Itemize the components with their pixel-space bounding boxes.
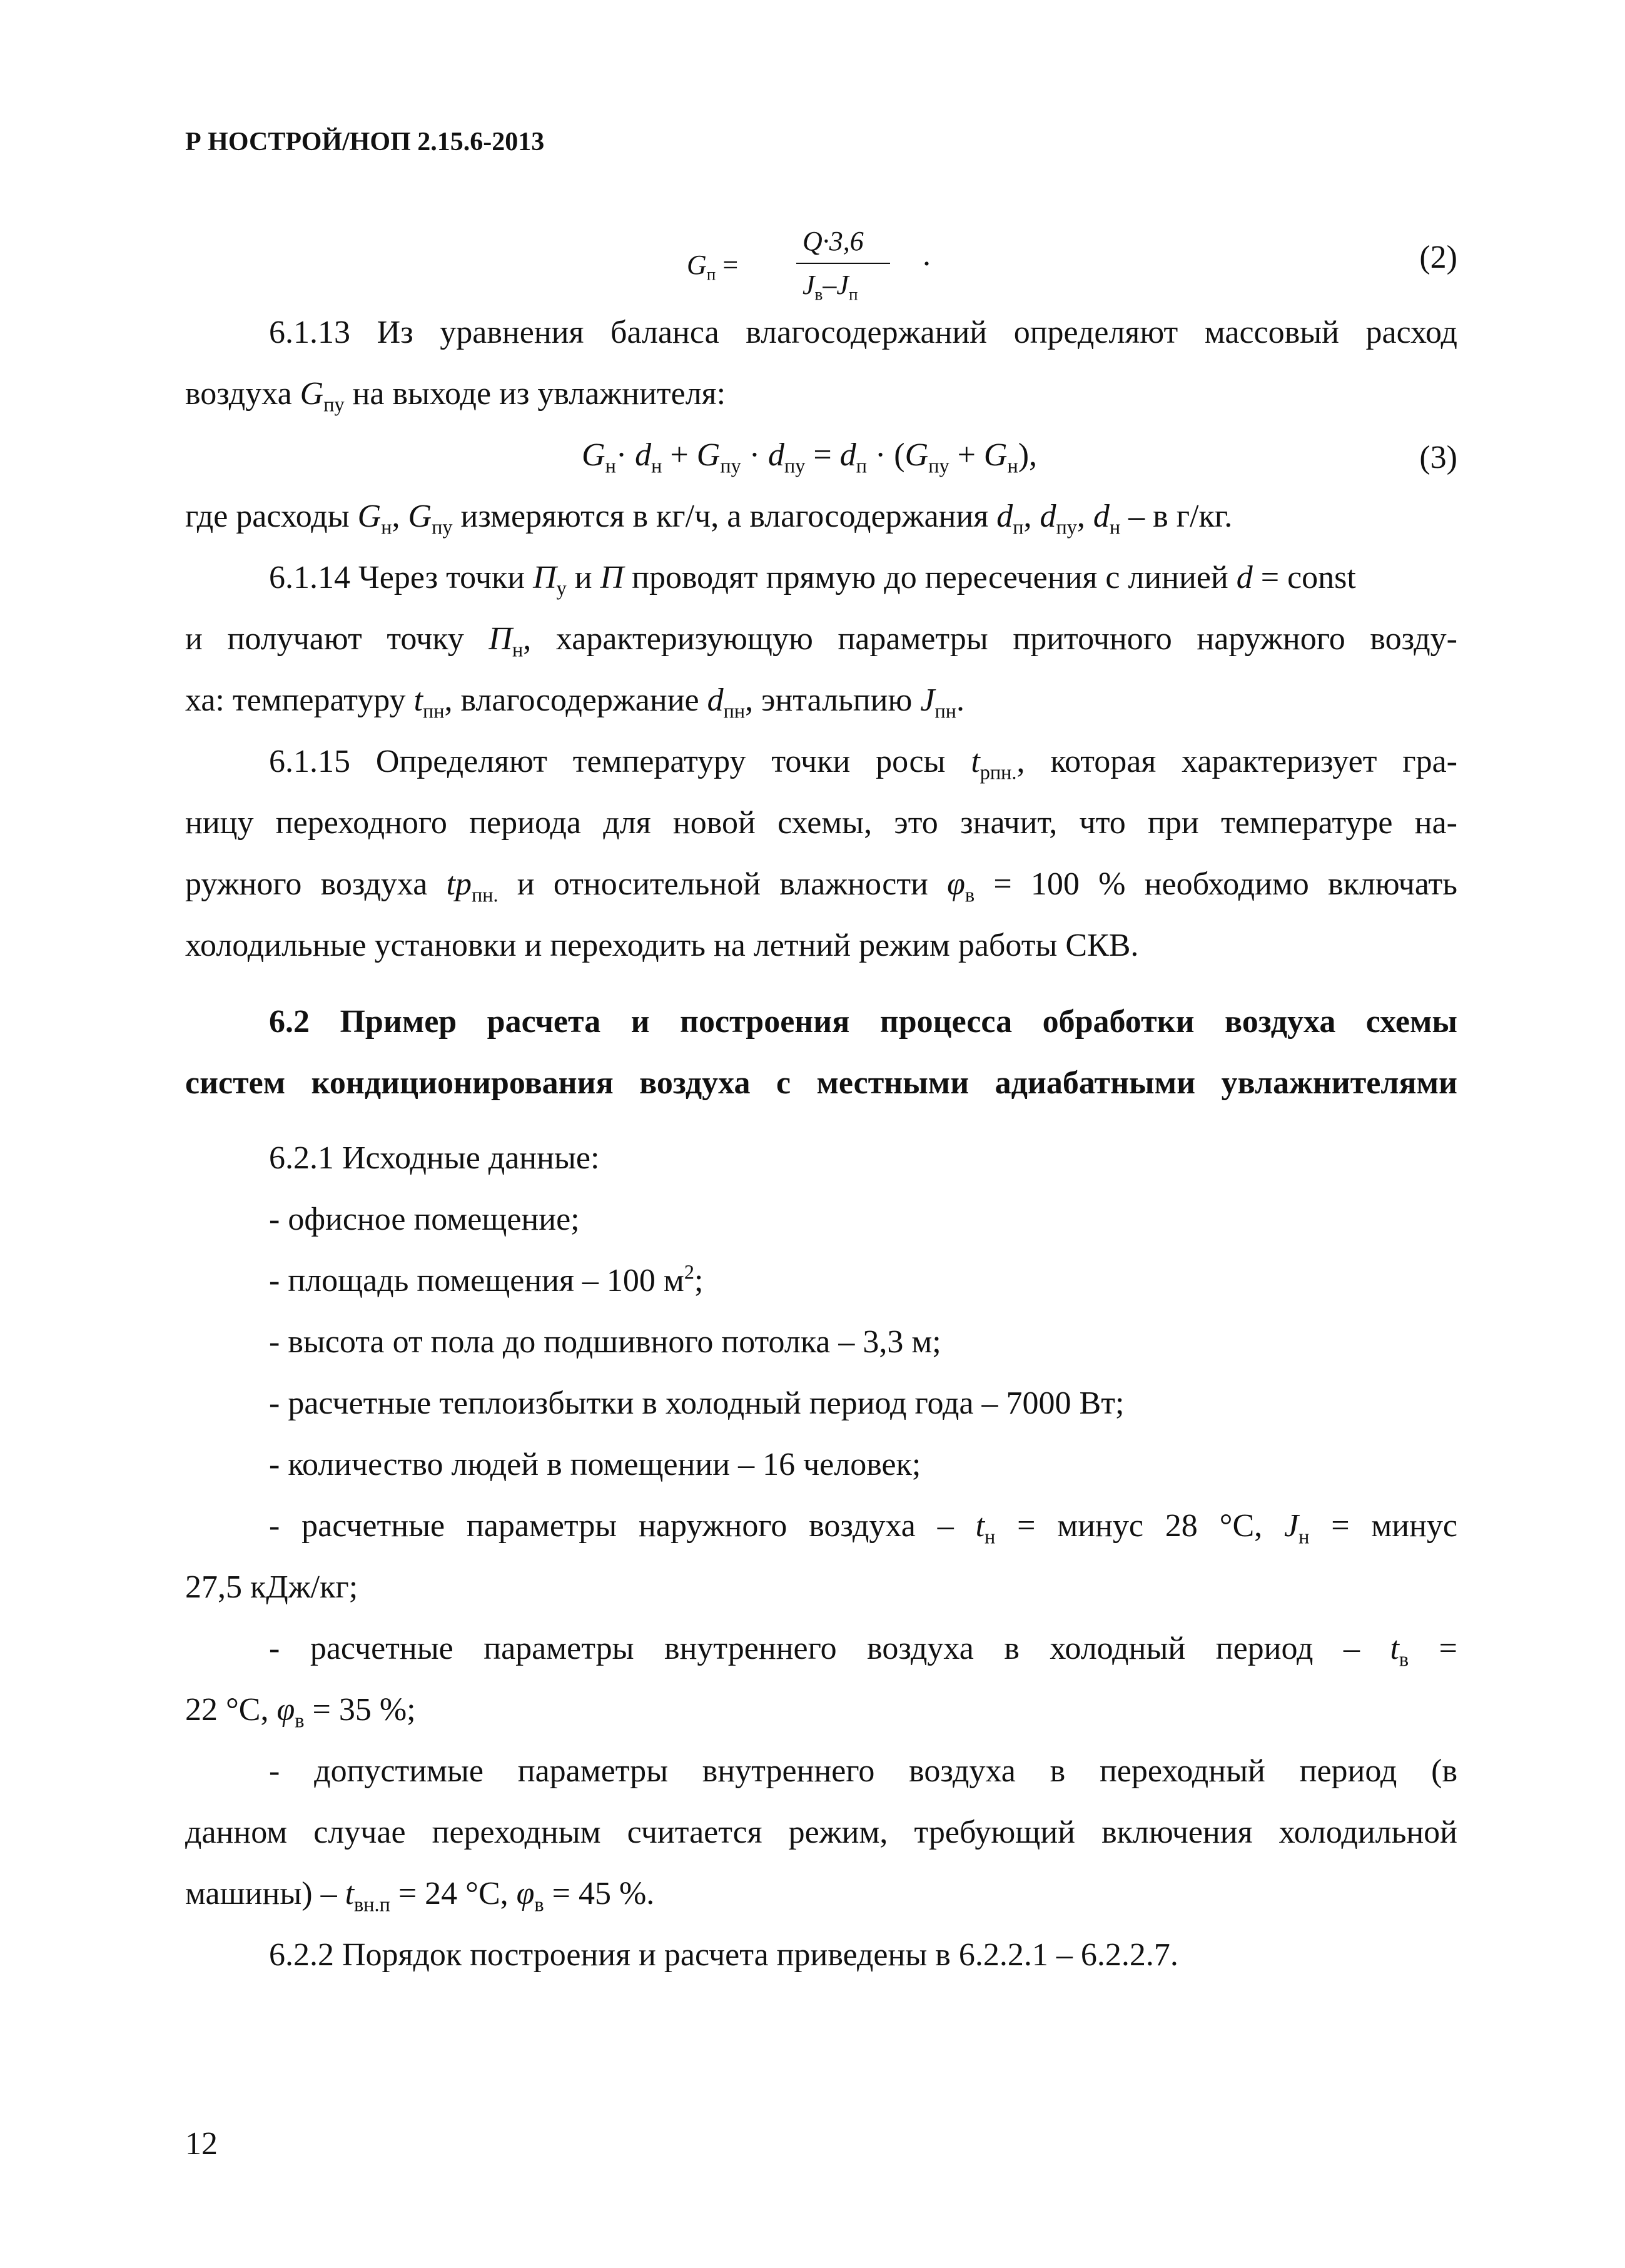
text: - расчетные параметры внутреннего воздуха в холодный период – <box>269 1631 1390 1666</box>
var: J <box>920 682 935 718</box>
var: φ <box>276 1692 295 1728</box>
text: , которая характеризует гра- <box>1016 744 1457 779</box>
sub: в <box>295 1709 305 1732</box>
var: d <box>839 437 856 473</box>
var: t <box>413 682 423 718</box>
document-header: Р НОСТРОЙ/НОП 2.15.6-2013 <box>185 128 545 156</box>
var: tp <box>446 866 472 902</box>
eq2-number: (2) <box>1419 240 1457 275</box>
var: d <box>1040 499 1056 534</box>
sub: пн <box>423 699 445 722</box>
eq2-lhs <box>687 249 739 284</box>
text: где расходы <box>185 499 358 534</box>
var: G <box>983 437 1008 473</box>
sub: в <box>534 1893 544 1916</box>
sub: у <box>556 577 567 600</box>
p6115-line4: холодильные установки и переходить на летний режим работы СКВ. <box>185 928 1139 963</box>
list-item: - количество людей в помещении – 16 человек; <box>269 1447 921 1482</box>
var: G <box>300 376 324 412</box>
sub: н <box>651 454 662 477</box>
text: и получают точку <box>185 621 489 657</box>
sub: н <box>1298 1525 1310 1548</box>
text: - площадь помещения – 100 м <box>269 1263 684 1299</box>
eq2-den-sub: п <box>848 285 858 304</box>
text: = 24 °С, <box>390 1876 517 1911</box>
text: на выходе из увлажнителя: <box>344 376 726 412</box>
p6114-line3 <box>185 682 1457 722</box>
eq2-sub: п <box>706 265 716 284</box>
text: машины) – <box>185 1876 345 1911</box>
text: – в г/кг. <box>1120 499 1233 534</box>
op: + <box>662 437 697 473</box>
p6115-line2: ницу переходного периода для новой схемы, это значит, что при температуре на- <box>185 805 1457 841</box>
where-line <box>185 499 1457 539</box>
var: d <box>635 437 652 473</box>
text: , <box>1076 499 1093 534</box>
text: = <box>1409 1631 1457 1666</box>
text: 6.1.14 Через точки <box>269 560 534 595</box>
var: t <box>975 1508 985 1544</box>
sub: пу <box>1056 515 1077 539</box>
op: = <box>805 437 840 473</box>
text: = 100 % необходимо включать <box>974 866 1457 902</box>
var: G <box>696 437 721 473</box>
op: ), <box>1018 437 1038 473</box>
eq2-dot: . <box>923 237 931 273</box>
text: = минус <box>1309 1508 1458 1544</box>
sub: п <box>1013 515 1024 539</box>
var: d <box>768 437 785 473</box>
text: и относительной влажности <box>498 866 948 902</box>
eq2-denominator <box>802 269 858 304</box>
var: t <box>971 744 980 779</box>
p6113-line1: 6.1.13 Из уравнения баланса влагосодержаний определяют массовый расход <box>269 315 1457 350</box>
op: + <box>949 437 984 473</box>
text: = 45 %. <box>544 1876 655 1911</box>
sub: н <box>381 515 392 539</box>
sub: рпн. <box>980 761 1017 784</box>
var: φ <box>516 1876 535 1911</box>
sub: пу <box>323 393 345 416</box>
eq2-den-dash: – <box>823 270 837 300</box>
var: П <box>600 560 624 595</box>
text: 6.1.15 Определяют температуру точки росы <box>269 744 971 779</box>
list-item: - расчетные теплоизбытки в холодный период года – 7000 Вт; <box>269 1385 1125 1421</box>
var: G <box>357 499 382 534</box>
var: П <box>533 560 557 595</box>
var: G <box>582 437 605 473</box>
eq2-var: G <box>687 250 707 280</box>
var: G <box>408 499 432 534</box>
op: · <box>741 437 769 473</box>
sub: н <box>1007 454 1018 477</box>
sub: н <box>512 638 524 661</box>
text: - расчетные параметры наружного воздуха – <box>269 1508 976 1544</box>
sub: н <box>1109 515 1121 539</box>
list-item: - допустимые параметры внутреннего воздуха в переходный период (в <box>269 1753 1457 1789</box>
list-item-cont <box>185 1692 1457 1732</box>
var: J <box>1283 1508 1299 1544</box>
sub: пу <box>784 454 806 477</box>
text: . <box>956 682 964 718</box>
var: t <box>345 1876 355 1911</box>
op: · ( <box>866 437 905 473</box>
list-item: - высота от пола до подшивного потолка – 3,3 м; <box>269 1324 941 1360</box>
text: измеряются в кг/ч, а влагосодержания <box>452 499 997 534</box>
text: проводят прямую до пересечения с линией <box>624 560 1237 595</box>
op: · <box>615 437 635 473</box>
list-item-cont: данном случае переходным считается режим, требующий включения холодильной <box>185 1815 1457 1850</box>
list-item-cont <box>185 1876 1457 1916</box>
sub: в <box>964 883 975 906</box>
text: 22 °С, <box>185 1692 277 1728</box>
sub: пн <box>934 699 956 722</box>
eq2-num-text: Q·3,6 <box>802 226 864 256</box>
eq2-numerator <box>802 225 864 257</box>
sub: пу <box>928 454 949 477</box>
text: = 35 %; <box>304 1692 416 1728</box>
var: d <box>996 499 1013 534</box>
var: G <box>904 437 929 473</box>
section-heading-line2: систем кондиционирования воздуха с местными адиабатными увлажнителями <box>185 1065 1457 1101</box>
text: , <box>392 499 408 534</box>
equation-3 <box>582 437 1457 477</box>
var: П <box>489 621 512 657</box>
text: ; <box>694 1263 704 1299</box>
text: воздуха <box>185 376 300 412</box>
p621-head: 6.2.1 Исходные данные: <box>269 1140 600 1176</box>
var: t <box>1390 1631 1399 1666</box>
sub: вн.п <box>354 1893 390 1916</box>
eq3-number: (3) <box>1419 440 1457 475</box>
eq2-equals: = <box>716 250 739 280</box>
text: , <box>1023 499 1040 534</box>
text: , энтальпию <box>745 682 921 718</box>
list-item <box>269 1631 1457 1671</box>
text: = const <box>1252 560 1356 595</box>
text: = минус 28 °С, <box>995 1508 1284 1544</box>
text: , характеризующую параметры приточного наружного возду- <box>523 621 1457 657</box>
var: d <box>1236 560 1253 595</box>
section-heading-line1: 6.2 Пример расчета и построения процесса обработки воздуха схемы <box>269 1004 1457 1040</box>
text: ружного воздуха <box>185 866 447 902</box>
var: d <box>707 682 724 718</box>
sub: пу <box>720 454 741 477</box>
p622-line: 6.2.2 Порядок построения и расчета приведены в 6.2.2.1 – 6.2.2.7. <box>269 1937 1178 1973</box>
sub: в <box>1399 1648 1409 1671</box>
page-number: 12 <box>185 2126 218 2162</box>
p6115-line3 <box>185 866 1457 906</box>
eq2-den-var: J <box>836 270 849 300</box>
eq2-fraction-bar <box>796 263 890 264</box>
sub: н <box>605 454 616 477</box>
var: φ <box>947 866 965 902</box>
p6114-line2 <box>185 621 1457 661</box>
sub: пн. <box>472 883 499 906</box>
sup: 2 <box>684 1260 694 1283</box>
sub: н <box>985 1525 996 1548</box>
list-item-cont: 27,5 кДж/кг; <box>185 1569 358 1605</box>
text: , влагосодержание <box>444 682 707 718</box>
p6114-line1 <box>269 560 1457 600</box>
equation-2 <box>687 225 912 306</box>
p6115-line1 <box>269 744 1457 784</box>
list-item: - офисное помещение; <box>269 1202 580 1237</box>
text: ха: температуру <box>185 682 414 718</box>
p6113-line2 <box>185 376 1457 416</box>
eq2-den-var: J <box>802 270 815 300</box>
list-item <box>269 1508 1458 1548</box>
sub: пн <box>723 699 746 722</box>
sub: пу <box>432 515 453 539</box>
sub: п <box>856 454 867 477</box>
list-item <box>269 1260 1457 1299</box>
eq2-den-sub: в <box>814 285 823 304</box>
text: и <box>566 560 600 595</box>
var: d <box>1093 499 1110 534</box>
